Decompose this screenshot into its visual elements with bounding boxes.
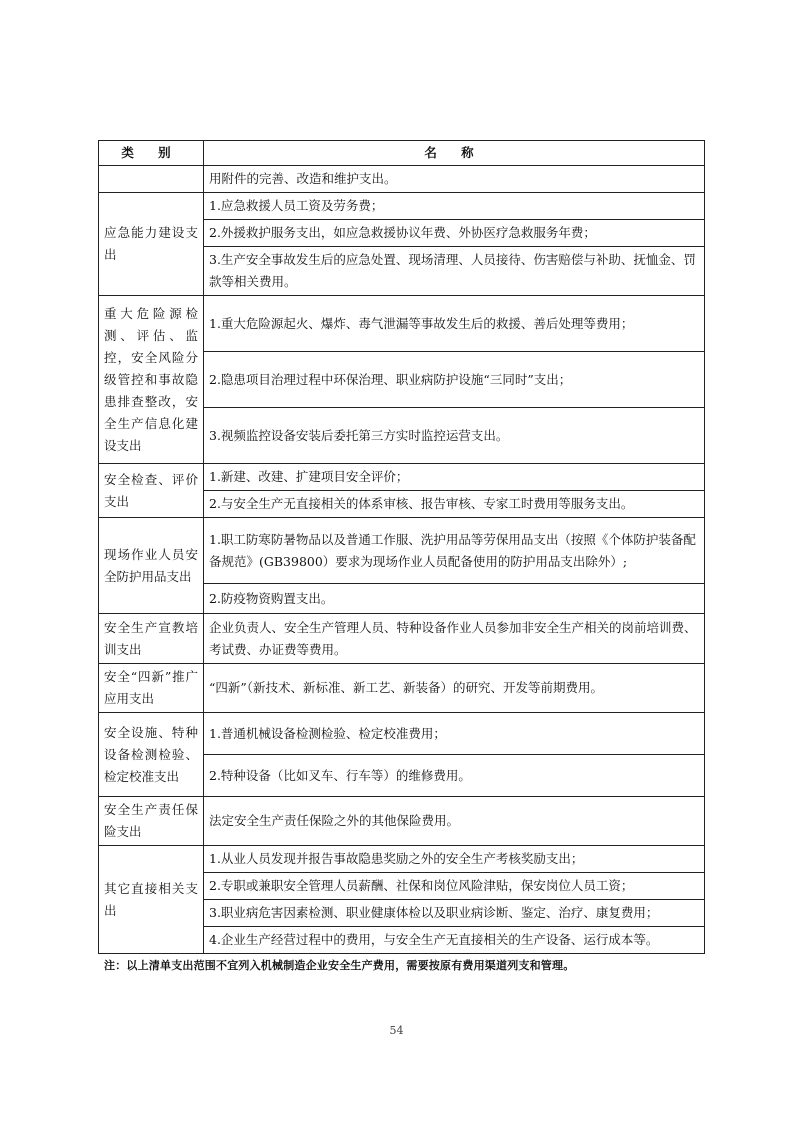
expense-table (98, 140, 705, 954)
table-row (99, 166, 705, 193)
table-row (99, 464, 705, 491)
item-cell: 2.防疫物资购置支出。 (204, 584, 705, 614)
item-cell: 3.视频监控设备安装后委托第三方实时监控运营支出。 (204, 408, 705, 464)
item-cell: 用附件的完善、改造和维护支出。 (204, 166, 705, 193)
page-number: 54 (389, 1024, 404, 1037)
header-name: 名 称 (204, 141, 705, 166)
item-cell: 2.特种设备（比如叉车、行车等）的维修费用。 (204, 755, 705, 797)
category-cell: 现场作业人员安全防护用品支出 (99, 518, 204, 614)
header-category: 类 别 (99, 141, 204, 166)
table-row (99, 518, 705, 584)
item-cell: 2.外援救护服务支出，如应急救援协议年费、外协医疗急救服务年费； (204, 220, 705, 247)
table-row (99, 614, 705, 664)
item-cell: 企业负责人、安全生产管理人员、特种设备作业人员参加非安全生产相关的岗前培训费、考试费、办证费等费用。 (204, 614, 705, 664)
category-cell: 安全生产宣教培训支出 (99, 614, 204, 664)
item-cell: 4.企业生产经营过程中的费用，与安全生产无直接相关的生产设备、运行成本等。 (204, 927, 705, 954)
table-row (99, 664, 705, 713)
category-cell: 重大危险源检测、评估、监控，安全风险分级管控和事故隐患排查整改，安全生产信息化建设支出 (99, 296, 204, 464)
table-row (99, 846, 705, 873)
item-cell: 法定安全生产责任保险之外的其他保险费用。 (204, 797, 705, 846)
category-cell: 应急能力建设支出 (99, 193, 204, 296)
item-cell: 3.生产安全事故发生后的应急处置、现场清理、人员接待、伤害赔偿与补助、抚恤金、罚款等相关费用。 (204, 247, 705, 296)
table-row (99, 797, 705, 846)
table-row (99, 713, 705, 755)
item-cell: “四新”（新技术、新标准、新工艺、新装备）的研究、开发等前期费用。 (204, 664, 705, 713)
item-cell: 3.职业病危害因素检测、职业健康体检以及职业病诊断、鉴定、治疗、康复费用； (204, 900, 705, 927)
item-cell: 2.隐患项目治理过程中环保治理、职业病防护设施“三同时”支出； (204, 352, 705, 408)
category-cell: 安全生产责任保险支出 (99, 797, 204, 846)
item-cell: 1.新建、改建、扩建项目安全评价； (204, 464, 705, 491)
item-cell: 1.普通机械设备检测检验、检定校准费用； (204, 713, 705, 755)
table-header-row (99, 141, 705, 166)
item-cell: 1.从业人员发现并报告事故隐患奖励之外的安全生产考核奖励支出； (204, 846, 705, 873)
item-cell: 2.专职或兼职安全管理人员薪酬、社保和岗位风险津贴，保安岗位人员工资； (204, 873, 705, 900)
category-cell: 其它直接相关支出 (99, 846, 204, 954)
table-row (99, 296, 705, 352)
footnote: 注：以上清单支出范围不宜列入机械制造企业安全生产费用，需要按原有费用渠道列支和管理。 (104, 959, 575, 972)
category-cell: 安全“四新”推广应用支出 (99, 664, 204, 713)
item-cell: 1.重大危险源起火、爆炸、毒气泄漏等事故发生后的救援、善后处理等费用； (204, 296, 705, 352)
table-row (99, 193, 705, 220)
category-cell: 安全设施、特种设备检测检验、检定校准支出 (99, 713, 204, 797)
item-cell: 2.与安全生产无直接相关的体系审核、报告审核、专家工时费用等服务支出。 (204, 491, 705, 518)
category-cell (99, 166, 204, 193)
table-body (99, 166, 705, 954)
item-cell: 1.应急救援人员工资及劳务费； (204, 193, 705, 220)
category-cell: 安全检查、评价支出 (99, 464, 204, 518)
item-cell: 1.职工防寒防暑物品以及普通工作服、洗护用品等劳保用品支出（按照《个体防护装备配备规范》(GB39800）要求为现场作业人员配备使用的防护用品支出除外）; (204, 518, 705, 584)
